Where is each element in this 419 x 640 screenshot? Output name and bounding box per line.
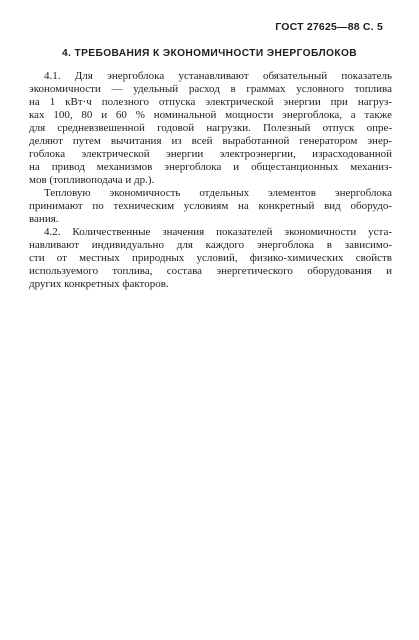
text-line: мов (топливоподача и др.). (29, 174, 155, 186)
text-line: на 1 кВт·ч полезного отпуска электрической энергии при нагруз- (29, 96, 392, 108)
section-title: 4. ТРЕБОВАНИЯ К ЭКОНОМИЧНОСТИ ЭНЕРГОБЛОКОВ (61, 48, 358, 59)
text-line: ках 100, 80 и 60 % номинальной мощности энергоблока, а также (29, 109, 392, 121)
text-line: других конкретных факторов. (29, 278, 169, 290)
text-line: на привод механизмов энергоблока и общестанционных механиз- (29, 161, 392, 173)
paragraph-4-2 (29, 226, 392, 291)
text-line: вания. (29, 213, 59, 225)
text-line: экономичности — удельный расход в граммах условного топлива (29, 83, 392, 95)
text-line: сти от местных природных условий, физико-химических свойств (29, 252, 392, 264)
text-line: гоблока электрической энергии электроэнергии, израсходованной (29, 148, 392, 160)
section-body (29, 70, 392, 291)
text-line: деляют путем вычитания из всей выработанной генератором энер- (29, 135, 392, 147)
text-line: для средневзвешенной годовой нагрузки. Полезный отпуск опре- (29, 122, 392, 134)
text-line: 4.1. Для энергоблока устанавливают обязательный показатель (44, 70, 392, 82)
text-line: Тепловую экономичность отдельных элементов энергоблока (44, 187, 392, 199)
text-line: принимают по техническим условиям на конкретный вид оборудо- (29, 200, 392, 212)
page-header: ГОСТ 27625—88 С. 5 (275, 21, 383, 33)
paragraph-4-1 (29, 70, 392, 187)
text-line: 4.2. Количественные значения показателей экономичности уста- (44, 226, 392, 238)
paragraph-thermal-efficiency (29, 187, 392, 226)
text-line: навливают индивидуально для каждого энергоблока в зависимо- (29, 239, 392, 251)
text-line: используемого топлива, состава энергетического оборудования и (29, 265, 392, 277)
